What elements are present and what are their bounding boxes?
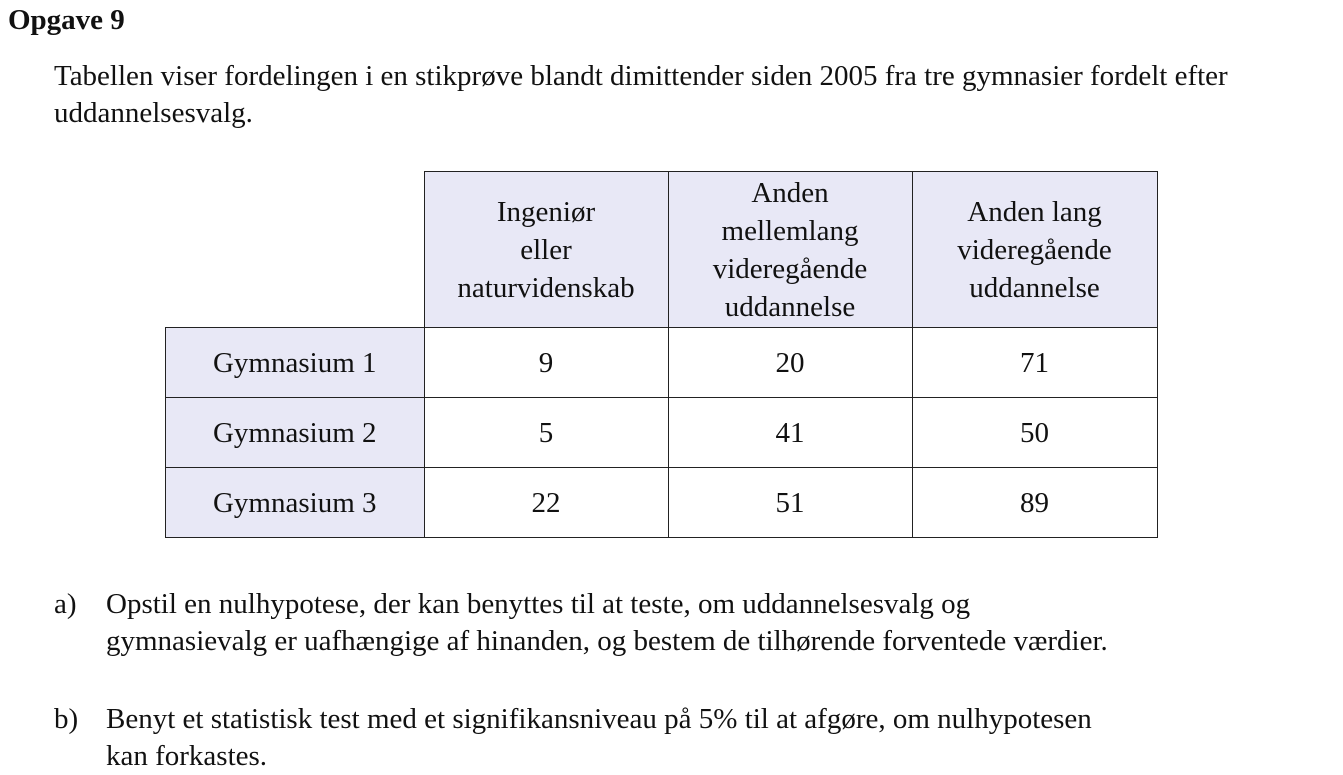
header-line: uddannelse	[724, 290, 856, 323]
table-header-row	[166, 172, 1158, 328]
header-line: Ingeniør	[496, 195, 596, 228]
question-line: Opstil en nulhypotese, der kan benyttes til at teste, om uddannelsesvalg og	[106, 588, 971, 620]
distribution-table	[165, 171, 1158, 538]
question-label: b)	[54, 703, 79, 735]
table-cell: 20	[668, 328, 912, 398]
table-row	[166, 468, 1158, 538]
header-line: Anden lang	[967, 195, 1102, 228]
table-cell: 22	[424, 468, 668, 538]
question-text	[106, 701, 1316, 775]
row-header-gymnasium-3: Gymnasium 3	[166, 468, 425, 538]
question-label: a)	[54, 588, 77, 620]
table-cell: 71	[912, 328, 1157, 398]
exercise-title: Opgave 9	[8, 4, 125, 36]
column-header-engineering	[424, 172, 668, 328]
table-cell: 41	[668, 398, 912, 468]
header-line: naturvidenskab	[457, 271, 635, 304]
question-line: gymnasievalg er uafhængige af hinanden, og bestem de tilhørende forventede værdier.	[106, 625, 1108, 657]
intro-paragraph: Tabellen viser fordelingen i en stikprøve blandt dimittender siden 2005 fra tre gymnasier fordelt efter uddannelsesvalg.	[54, 60, 1228, 129]
table-cell: 5	[424, 398, 668, 468]
question-line: kan forkastes.	[106, 740, 268, 772]
table-cell: 89	[912, 468, 1157, 538]
table-row	[166, 328, 1158, 398]
row-header-gymnasium-1: Gymnasium 1	[166, 328, 425, 398]
header-line: eller	[520, 233, 572, 266]
table-cell: 9	[424, 328, 668, 398]
header-line: Anden	[751, 176, 829, 209]
column-header-long-education	[912, 172, 1157, 328]
question-line: Benyt et statistisk test med et signifikansniveau på 5% til at afgøre, om nulhypotesen	[106, 703, 1092, 735]
header-line: uddannelse	[969, 271, 1100, 304]
table-cell: 51	[668, 468, 912, 538]
header-line: videregående	[957, 233, 1112, 266]
header-line: mellemlang	[721, 214, 859, 247]
header-line: videregående	[712, 252, 868, 285]
table-cell: 50	[912, 398, 1157, 468]
row-header-gymnasium-2: Gymnasium 2	[166, 398, 425, 468]
column-header-medium-education	[668, 172, 912, 328]
question-text	[106, 586, 1316, 660]
table-corner-cell	[166, 172, 425, 328]
table-row	[166, 398, 1158, 468]
